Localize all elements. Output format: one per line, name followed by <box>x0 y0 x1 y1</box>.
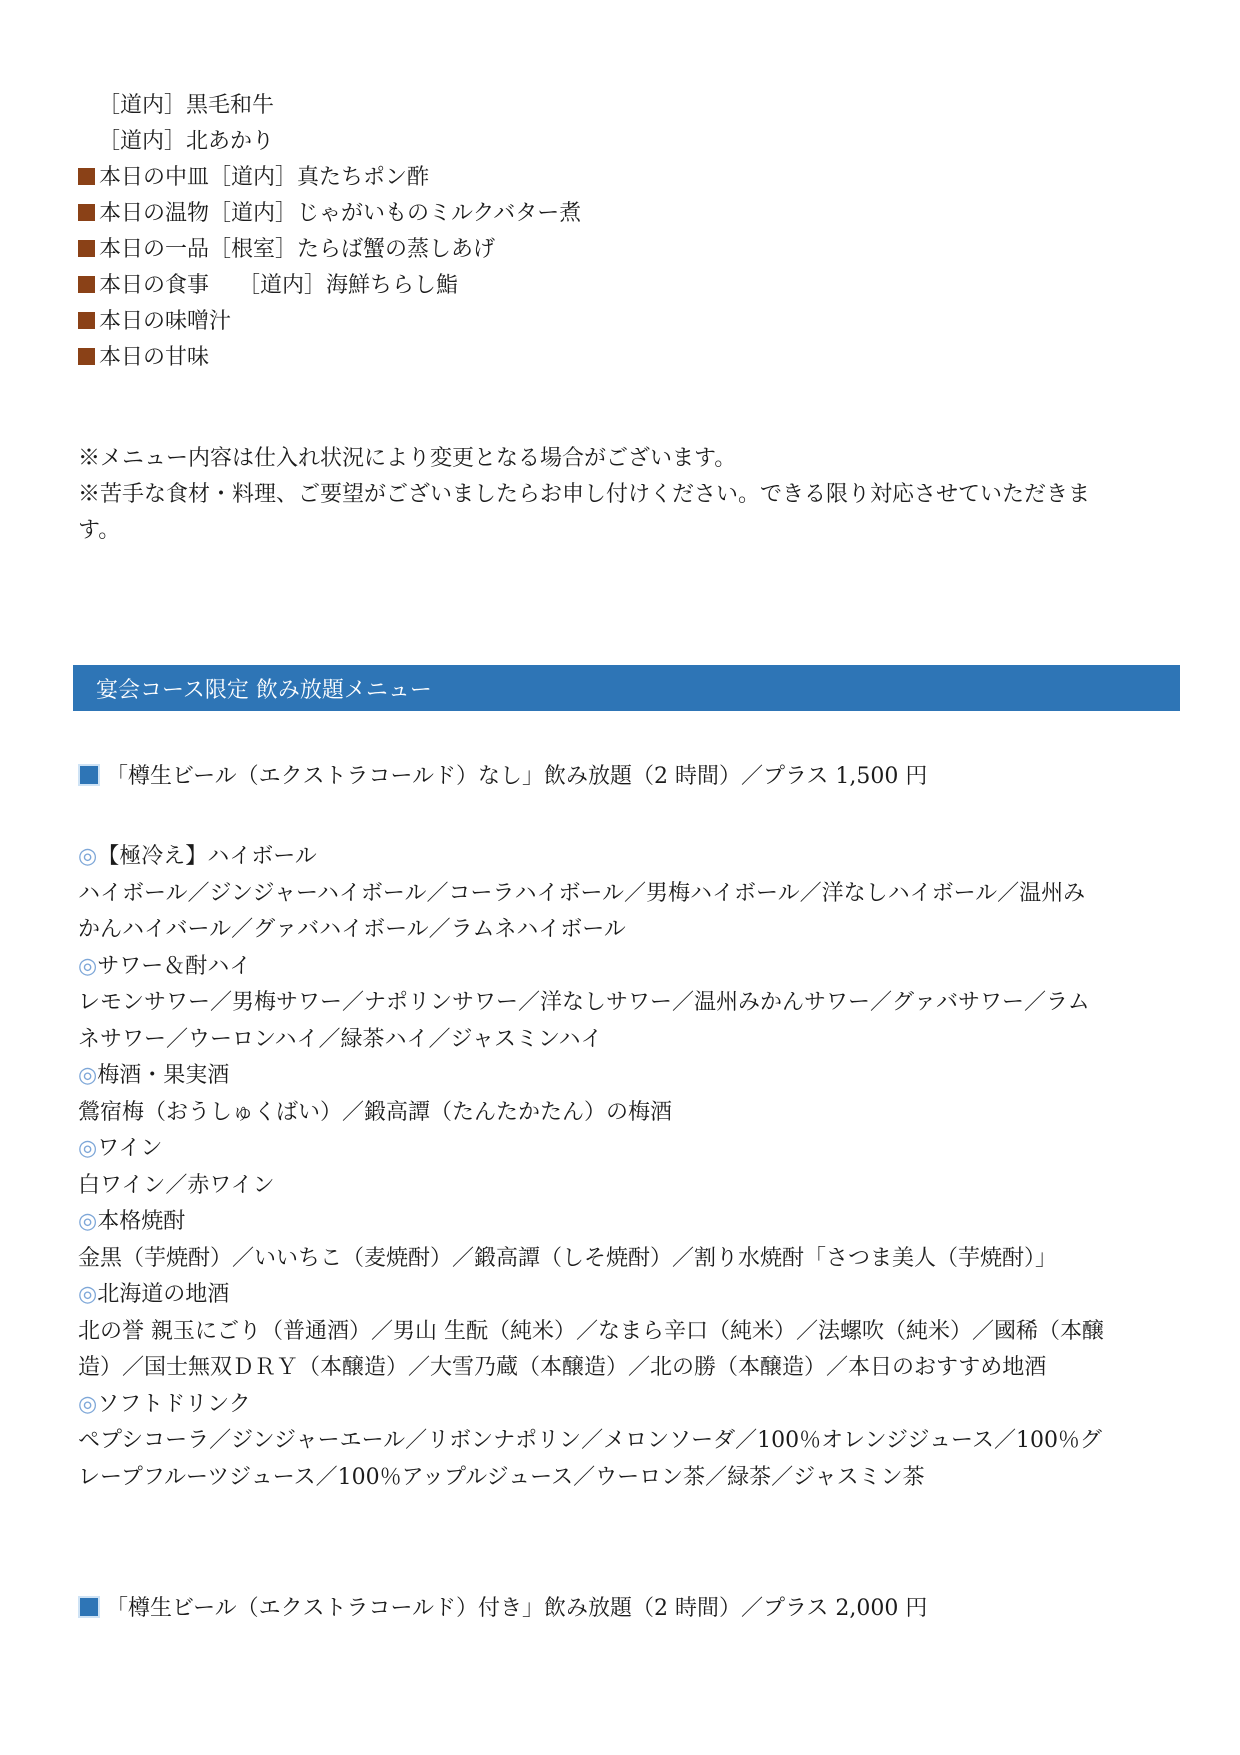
section-banner <box>73 665 1180 711</box>
drink-line-text: ネサワー／ウーロンハイ／緑茶ハイ／ジャスミンハイ <box>78 1026 603 1052</box>
drink-line-text: サワー＆酎ハイ <box>97 953 252 979</box>
course-menu-line-text: ［道内］黒毛和牛 <box>98 93 275 118</box>
course-menu-line-text: 本日の温物［道内］じゃがいものミルクバター煮 <box>99 201 582 226</box>
drink-category-line <box>78 1277 1174 1314</box>
notes-section <box>78 441 1174 549</box>
drink-items-line <box>78 1460 1174 1497</box>
course-menu-line <box>78 232 1174 268</box>
brown-square-bullet <box>78 312 95 329</box>
drink-line-text: 北海道の地酒 <box>97 1282 230 1307</box>
drink-category-line <box>78 1058 1174 1095</box>
nomihodai-option-with-beer <box>78 1591 1174 1627</box>
option-without-label: 「樽生ビール（エクストラコールド）なし」飲み放題（2 時間）／プラス 1,500 円 <box>106 764 928 789</box>
drink-line-text: ワイン <box>97 1136 163 1161</box>
brown-square-bullet <box>78 240 95 257</box>
course-menu-line <box>78 160 1174 196</box>
drink-line-text: ソフトドリンク <box>97 1391 251 1417</box>
drink-line-text: ペプシコーラ／ジンジャーエール／リボンナポリン／メロンソーダ／100％オレンジジュース／100％グ <box>78 1428 1102 1453</box>
brown-square-bullet <box>78 348 95 365</box>
drink-items-line <box>78 1241 1174 1278</box>
course-menu-line <box>78 304 1174 340</box>
course-menu-line-text: 本日の中皿［道内］真たちポン酢 <box>99 165 430 190</box>
option-with-label: 「樽生ビール（エクストラコールド）付き」飲み放題（2 時間）／プラス 2,000 円 <box>106 1596 928 1621</box>
course-menu-line-text: 本日の甘味 <box>99 345 210 370</box>
course-menu-line-text: 本日の味噌汁 <box>99 309 232 334</box>
drink-menu-list <box>78 839 1174 1496</box>
brown-square-bullet <box>78 204 95 221</box>
drink-items-line <box>78 985 1174 1022</box>
drink-line-text: レモンサワー／男梅サワー／ナポリンサワー／洋なしサワー／温州みかんサワー／グァバサワー／ラム <box>78 990 1090 1015</box>
drink-items-line <box>78 876 1174 913</box>
nomihodai-option-without-beer <box>78 759 1174 795</box>
drink-line-text: 【極冷え】ハイボール <box>97 844 317 869</box>
course-menu-line-text: 本日の一品［根室］たらば蟹の蒸しあげ <box>99 237 496 262</box>
drink-line-text: 本格焼酎 <box>97 1209 186 1234</box>
drink-category-line <box>78 1131 1174 1168</box>
drink-category-line <box>78 1204 1174 1241</box>
course-menu-line <box>78 88 1174 124</box>
course-menu-section <box>78 88 1174 376</box>
note-line: す。 <box>78 518 121 543</box>
drink-line-text: 鶯宿梅（おうしゅくばい）／鍛高譚（たんたかたん）の梅酒 <box>78 1099 673 1125</box>
drink-line-text: かんハイバール／グァバハイボール／ラムネハイボール <box>78 917 626 942</box>
banner-title: 宴会コース限定 飲み放題メニュー <box>96 677 432 703</box>
note-line: ※メニュー内容は仕入れ状況により変更となる場合がございます。 <box>78 446 737 471</box>
note-line: ※苦手な食材・料理、ご要望がございましたらお申し付けください。できる限り対応させていただきま <box>78 482 1091 507</box>
drink-items-line <box>78 1095 1174 1132</box>
drink-items-line <box>78 1022 1174 1059</box>
drink-items-line <box>78 912 1174 949</box>
drink-category-line <box>78 1387 1174 1424</box>
course-menu-line <box>78 124 1174 160</box>
brown-square-bullet <box>78 168 95 185</box>
course-menu-line <box>78 340 1174 376</box>
drink-line-text: 白ワイン／赤ワイン <box>78 1172 275 1198</box>
drink-items-line <box>78 1314 1174 1351</box>
course-menu-line-text: ［道内］北あかり <box>98 129 275 154</box>
drink-category-line <box>78 839 1174 876</box>
drink-items-line <box>78 1168 1174 1205</box>
double-circle-marker: ◎ <box>78 1063 98 1088</box>
drink-line-text: 造）／国士無双ＤＲＹ（本醸造）／大雪乃蔵（本醸造）／北の勝（本醸造）／本日のおすすめ地酒 <box>78 1355 1047 1380</box>
drink-items-line <box>78 1350 1174 1387</box>
blue-square-bullet <box>78 1596 100 1618</box>
blue-square-bullet <box>78 764 100 786</box>
drink-line-text: 梅酒・果実酒 <box>97 1063 230 1088</box>
course-menu-line <box>78 196 1174 232</box>
brown-square-bullet <box>78 276 95 293</box>
double-circle-marker: ◎ <box>78 844 98 869</box>
drink-category-line <box>78 949 1174 986</box>
drink-items-line <box>78 1423 1174 1460</box>
double-circle-marker: ◎ <box>78 1209 98 1234</box>
course-menu-line <box>78 268 1174 304</box>
drink-line-text: 北の誉 親玉にごり（普通酒）／男山 生酛（純米）／なまら辛口（純米）／法螺吹（純米）／國稀（本醸 <box>78 1318 1104 1344</box>
double-circle-marker: ◎ <box>78 1282 98 1307</box>
double-circle-marker: ◎ <box>78 953 98 979</box>
drink-line-text: レープフルーツジュース／100％アップルジュース／ウーロン茶／緑茶／ジャスミン茶 <box>78 1464 925 1490</box>
double-circle-marker: ◎ <box>78 1136 98 1161</box>
drink-line-text: ハイボール／ジンジャーハイボール／コーラハイボール／男梅ハイボール／洋なしハイボール／温州み <box>78 880 1086 906</box>
double-circle-marker: ◎ <box>78 1391 98 1417</box>
course-menu-line-text: 本日の食事 ［道内］海鮮ちらし鮨 <box>99 273 458 298</box>
drink-line-text: 金黒（芋焼酎）／いいちこ（麦焼酎）／鍛高譚（しそ焼酎）／割り水焼酎「さつま美人（芋焼酎）」 <box>78 1245 1058 1271</box>
